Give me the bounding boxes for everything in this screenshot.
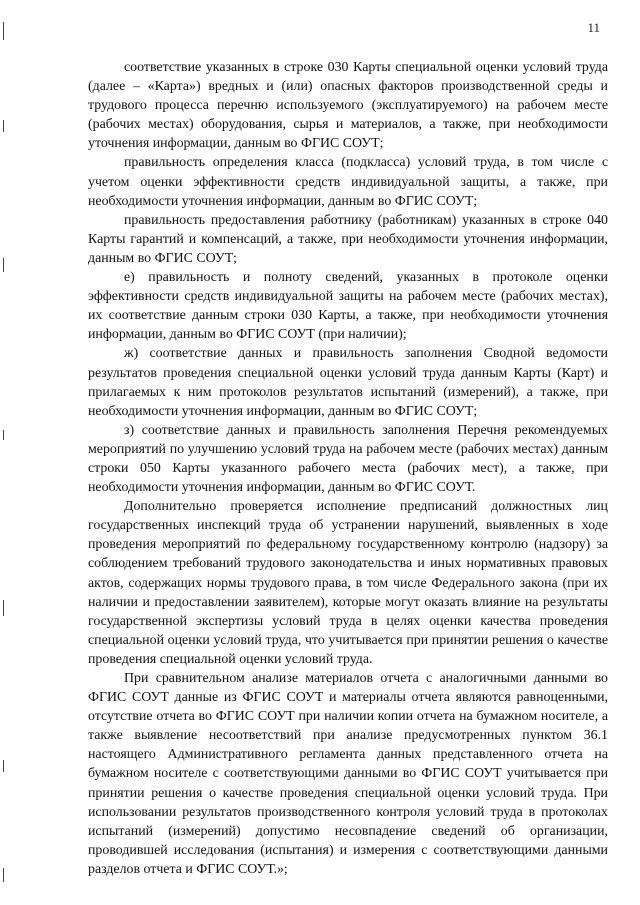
paragraph-class-determination: правильность определения класса (подкласса) условий труда, в том числе с учетом оценки эффективности средств индивидуальной защиты, а также, при необходимости уточнения информации, данным во ФГИС СОУТ;	[88, 155, 608, 209]
document-text	[88, 58, 608, 879]
paragraph-karta-factors: соответствие указанных в строке 030 Карты специальной оценки условий труда (далее – «Карта») вредных и (или) опасных факторов производственной среды и трудового процесса перечню используемого (эксплуатируемого) на рабочем месте (рабочих местах) оборудования, сырья и материалов, а также, при необходимости уточнения информации, данным во ФГИС СОУТ;	[88, 60, 608, 152]
paragraph-item-e: е) правильность и полноту сведений, указанных в протоколе оценки эффективности средств индивидуальной защиты на рабочем месте (рабочих местах), их соответствие данным строки 030 Карты, а также, при необходимости уточнения информации, данным во ФГИС СОУТ (при наличии);	[88, 270, 608, 343]
paragraph-comparative-analysis: При сравнительном анализе материалов отчета с аналогичными данными во ФГИС СОУТ данные из ФГИС СОУТ и материалы отчета являются равноценными, отсутствие отчета во ФГИС СОУТ при наличии копии отчета на бумажном носителе, а также выявление несоответствий при анализе предусмотренных пунктом 36.1 настоящего Административного регламента данных представленного отчета на бумажном носителе с соответствующими данными во ФГИС СОУТ учитывается при принятии решения о качестве проведения специальной оценки условий труда. При использовании результатов производственного контроля условий труда в протоколах испытаний (измерений) допустимо несовпадение сведений об организации, проводившей исследования (испытания) и измерения с соответствующими данными разделов отчета и ФГИС СОУТ.»;	[88, 671, 608, 877]
paragraph-guarantees-compensation: правильность предоставления работнику (работникам) указанных в строке 040 Карты гарантий и компенсаций, а также, при необходимости уточнения информации, данным во ФГИС СОУТ;	[88, 212, 608, 266]
scan-edge-marks	[3, 0, 7, 905]
paragraph-item-z: з) соответствие данных и правильность заполнения Перечня рекомендуемых мероприятий по улучшению условий труда на рабочем месте (рабочих местах) данным строки 050 Карты указанного рабочего места (рабочих мест), а также, при необходимости уточнения информации, данным во ФГИС СОУТ.	[88, 422, 608, 496]
page-number: 11	[587, 20, 600, 35]
paragraph-additional-check: Дополнительно проверяется исполнение предписаний должностных лиц государственных инспекций труда об устранении нарушений, выявленных в ходе проведения мероприятий по федеральному государственному контролю (надзору) за соблюдением требований трудового законодательства и иных нормативных правовых актов, содержащих нормы трудового права, в том числе Федерального закона (при их наличии и предоставлении заявителем), которые могут оказать влияние на результаты государственной экспертизы условий труда в целях оценки качества проведения специальной оценки условий труда, что учитывается при принятии решения о качестве проведения специальной оценки условий труда.	[88, 499, 608, 667]
paragraph-item-zh: ж) соответствие данных и правильность заполнения Сводной ведомости результатов проведения специальной оценки условий труда данным Карты (Карт) и прилагаемых к ним протоколов результатов испытаний (измерений), а также, при необходимости уточнения информации, данным во ФГИС СОУТ;	[88, 346, 608, 419]
